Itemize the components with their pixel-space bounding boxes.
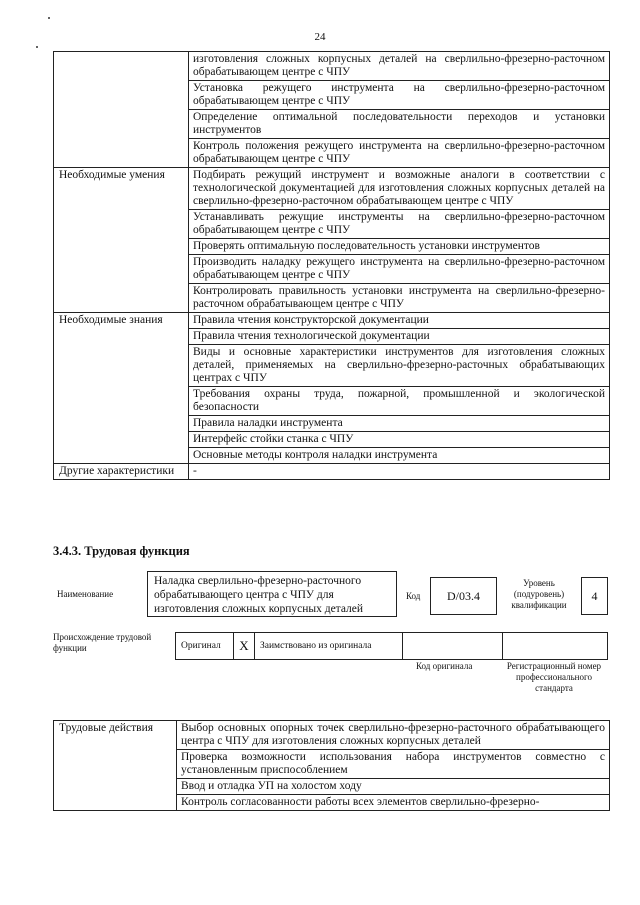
- table-cell: Контроль согласованности работы всех элементов сверлильно-фрезерно-: [177, 795, 610, 811]
- page-number: 24: [314, 31, 326, 43]
- table-cell: -: [189, 464, 610, 480]
- table-cell: Определение оптимальной последовательности переходов и установки инструментов: [189, 110, 610, 139]
- row-label: Трудовые действия: [54, 721, 177, 811]
- level-box: [581, 577, 608, 615]
- row-label: Необходимые знания: [54, 313, 189, 464]
- table-cell: Ввод и отладка УП на холостом ходу: [177, 779, 610, 795]
- table-cell: Контролировать правильность установки инструмента на сверлильно-фрезерно-расточном обрабатывающем центре с ЧПУ: [189, 284, 610, 313]
- origin-code-label: Код оригинала: [416, 661, 473, 671]
- labor-actions-table: [53, 720, 610, 811]
- row-label: Другие характеристики: [54, 464, 189, 480]
- reg-number-label: Регистрационный номер профессионального стандарта: [506, 661, 602, 693]
- origin-code-cell: [402, 632, 503, 660]
- reg-number-cell: [502, 632, 608, 660]
- table-cell: Правила чтения конструкторской документации: [189, 313, 610, 329]
- table-row: [54, 168, 610, 210]
- original-mark: X: [239, 638, 249, 653]
- table-cell: Виды и основные характеристики инструментов для изготовления сложных деталей, применяемых на сверлильно-фрезерно-расточных обрабатывающих центрах с ЧПУ: [189, 345, 610, 387]
- table-cell: Установка режущего инструмента на сверлильно-фрезерно-расточном обрабатывающем центре с ЧПУ: [189, 81, 610, 110]
- row-label: Необходимые умения: [54, 168, 189, 313]
- table-cell: Интерфейс стойки станка с ЧПУ: [189, 432, 610, 448]
- table-cell: Основные методы контроля наладки инструмента: [189, 448, 610, 464]
- table-cell: Контроль положения режущего инструмента на сверлильно-фрезерно-расточном обрабатывающем центре с ЧПУ: [189, 139, 610, 168]
- original-mark-cell: [233, 632, 255, 660]
- table-cell: Требования охраны труда, пожарной, промышленной и экологической безопасности: [189, 387, 610, 416]
- function-name: Наладка сверлильно-фрезерно-расточного обрабатывающего центра с ЧПУ для изготовления сложных корпусных деталей: [154, 575, 364, 615]
- table-row: [54, 464, 610, 480]
- table-cell: Проверка возможности использования набора инструментов совместно с установленным приспособлением: [177, 750, 610, 779]
- scan-speck: [48, 17, 50, 19]
- row-label: [54, 52, 189, 168]
- origin-label: Происхождение трудовой функции: [53, 632, 152, 653]
- table-cell: Выбор основных опорных точек сверлильно-фрезерно-расточного обрабатывающего центра с ЧПУ для изготовления сложных корпусных деталей: [177, 721, 610, 750]
- table-cell: Правила наладки инструмента: [189, 416, 610, 432]
- table-row: [54, 52, 610, 81]
- table-cell: Подбирать режущий инструмент и возможные аналоги в соответствии с технологической документацией для изготовления сложных корпусных деталей на сверлильно-фрезерно-расточном обрабатывающем центре с ЧПУ: [189, 168, 610, 210]
- table-row: [54, 721, 610, 750]
- original-label: Оригинал: [181, 641, 221, 651]
- function-name-box: [147, 571, 397, 617]
- table-cell: Правила чтения технологической документации: [189, 329, 610, 345]
- name-label: Наименование: [57, 589, 114, 599]
- level-label: Уровень (подуровень) квалификации: [511, 578, 567, 610]
- scan-speck: [36, 46, 38, 48]
- code-box: [430, 577, 497, 615]
- level-value: 4: [591, 589, 598, 603]
- borrowed-label: Заимствовано из оригинала: [260, 641, 372, 651]
- function-code: D/03.4: [447, 589, 480, 603]
- borrowed-cell: [254, 632, 403, 660]
- table-cell: изготовления сложных корпусных деталей на сверлильно-фрезерно-расточном обрабатывающем центре с ЧПУ: [189, 52, 610, 81]
- section-title: 3.4.3. Трудовая функция: [53, 544, 190, 558]
- code-label: Код: [406, 591, 421, 601]
- table-cell: Устанавливать режущие инструменты на сверлильно-фрезерно-расточном обрабатывающем центре с ЧПУ: [189, 210, 610, 239]
- table-row: [54, 313, 610, 329]
- original-cell: [175, 632, 234, 660]
- table-cell: Производить наладку режущего инструмента на сверлильно-фрезерно-расточном обрабатывающем центре с ЧПУ: [189, 255, 610, 284]
- skills-knowledge-table: [53, 51, 610, 480]
- table-cell: Проверять оптимальную последовательность установки инструментов: [189, 239, 610, 255]
